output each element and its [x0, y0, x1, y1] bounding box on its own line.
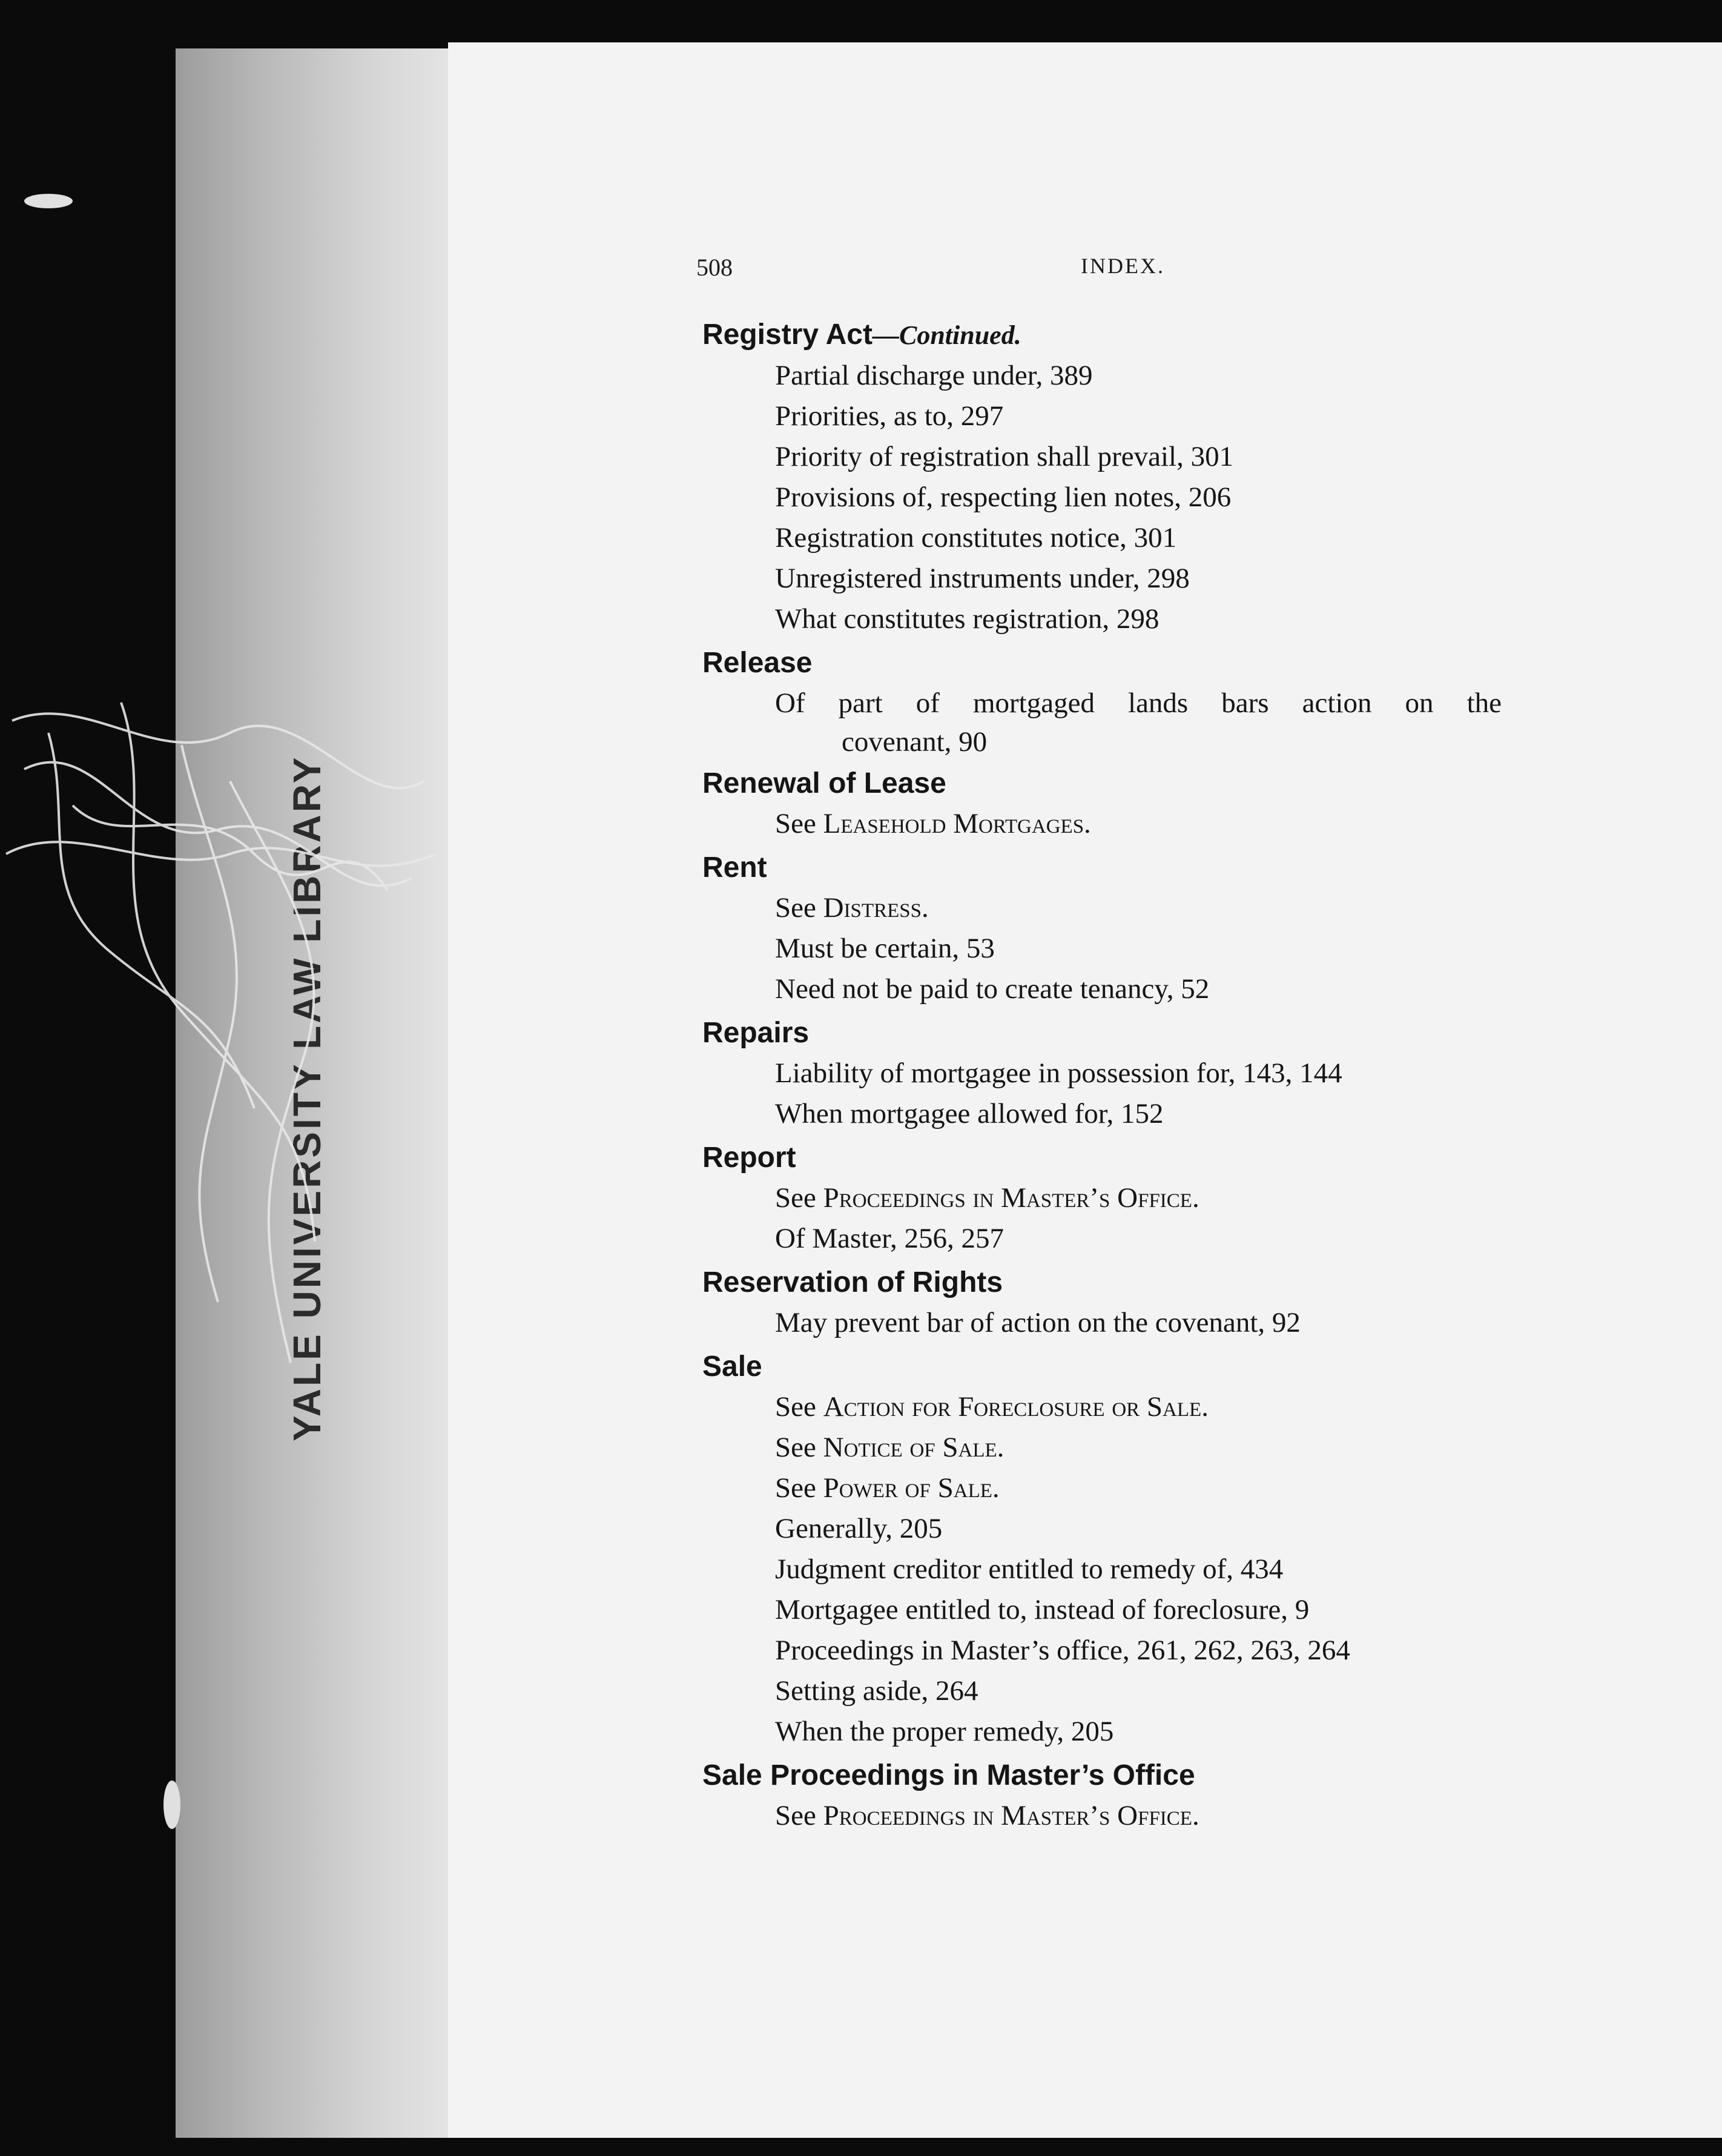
index-entry-rent: [696, 848, 1502, 1010]
index-entry-reservation-of-rights: [696, 1263, 1502, 1343]
sub-entry: What constitutes registration, 298: [775, 603, 1160, 635]
index-entry-sale: [696, 1347, 1502, 1752]
sub-entry: Liability of mortgagee in possession for, 143, 144: [775, 1057, 1342, 1089]
see-reference: See Distress.: [775, 892, 929, 924]
sub-entry: Judgment creditor entitled to remedy of, 434: [775, 1553, 1284, 1585]
sub-entry-continuation: covenant, 90: [842, 726, 988, 758]
entry-heading: Release: [702, 647, 813, 679]
sub-entry: Generally, 205: [775, 1513, 943, 1544]
sub-entry: Setting aside, 264: [775, 1675, 978, 1707]
entry-heading: Renewal of Lease: [702, 767, 946, 799]
index-list: [696, 315, 1502, 1840]
sub-entry: When the proper remedy, 205: [775, 1716, 1114, 1747]
sub-entry: May prevent bar of action on the covenant, 92: [775, 1307, 1301, 1338]
index-entry-release: [696, 643, 1502, 760]
sub-entry: Unregistered instruments under, 298: [775, 563, 1190, 594]
dust-speck: [24, 194, 73, 208]
index-entry-report: [696, 1138, 1502, 1259]
running-head: INDEX.: [1081, 254, 1165, 278]
sub-entry: Need not be paid to create tenancy, 52: [775, 973, 1210, 1005]
sub-entry: Registration constitutes notice, 301: [775, 522, 1177, 554]
cross-reference: Leasehold Mortgages.: [823, 808, 1091, 839]
cross-reference: Proceedings in Master’s Office.: [823, 1800, 1199, 1831]
library-stamp: YALE UNIVERSITY LAW LIBRARY: [285, 755, 329, 1441]
see-reference: See Proceedings in Master’s Office.: [775, 1182, 1199, 1214]
entry-heading: Sale Proceedings in Master’s Office: [702, 1759, 1195, 1791]
see-reference: See Proceedings in Master’s Office.: [775, 1800, 1199, 1831]
see-reference: See Notice of Sale.: [775, 1432, 1005, 1463]
index-entry-renewal-of-lease: [696, 764, 1502, 844]
sub-entry: Provisions of, respecting lien notes, 206: [775, 481, 1232, 513]
entry-heading: Registry Act—Continued.: [702, 319, 1021, 351]
sub-entry: Of part of mortgaged lands bars action on the: [775, 687, 1502, 719]
index-entry-repairs: [696, 1013, 1502, 1134]
entry-heading: Reservation of Rights: [702, 1266, 1003, 1298]
see-reference: See Power of Sale.: [775, 1472, 1000, 1504]
see-reference: See Leasehold Mortgages.: [775, 808, 1091, 839]
cross-reference: Action for Foreclosure or Sale.: [823, 1391, 1209, 1423]
entry-heading: Rent: [702, 851, 767, 884]
sub-entry: Partial discharge under, 389: [775, 360, 1093, 391]
cross-reference: Distress.: [823, 892, 929, 924]
page-number: 508: [696, 254, 733, 281]
entry-heading: Repairs: [702, 1017, 810, 1049]
sub-entry: Priorities, as to, 297: [775, 400, 1004, 432]
index-entry-registry-act: [696, 315, 1502, 640]
cross-reference: Notice of Sale.: [823, 1432, 1005, 1463]
sub-entry: Priority of registration shall prevail, 301: [775, 441, 1234, 472]
sub-entry: Of Master, 256, 257: [775, 1223, 1004, 1254]
cross-reference: Power of Sale.: [823, 1472, 1000, 1504]
see-reference: See Action for Foreclosure or Sale.: [775, 1391, 1209, 1423]
entry-heading: Sale: [702, 1351, 762, 1383]
index-entry-sale-proceedings: [696, 1756, 1502, 1836]
sub-entry: Mortgagee entitled to, instead of foreclosure, 9: [775, 1594, 1310, 1625]
sub-entry: Proceedings in Master’s office, 261, 262, 263, 264: [775, 1635, 1350, 1666]
continued-note: —Continued.: [872, 320, 1021, 350]
entry-heading: Report: [702, 1142, 796, 1174]
dust-fiber-artifact: [0, 696, 460, 1847]
cross-reference: Proceedings in Master’s Office.: [823, 1182, 1199, 1214]
dust-speck: [163, 1781, 180, 1829]
sub-entry: Must be certain, 53: [775, 933, 995, 964]
sub-entry: When mortgagee allowed for, 152: [775, 1098, 1164, 1129]
